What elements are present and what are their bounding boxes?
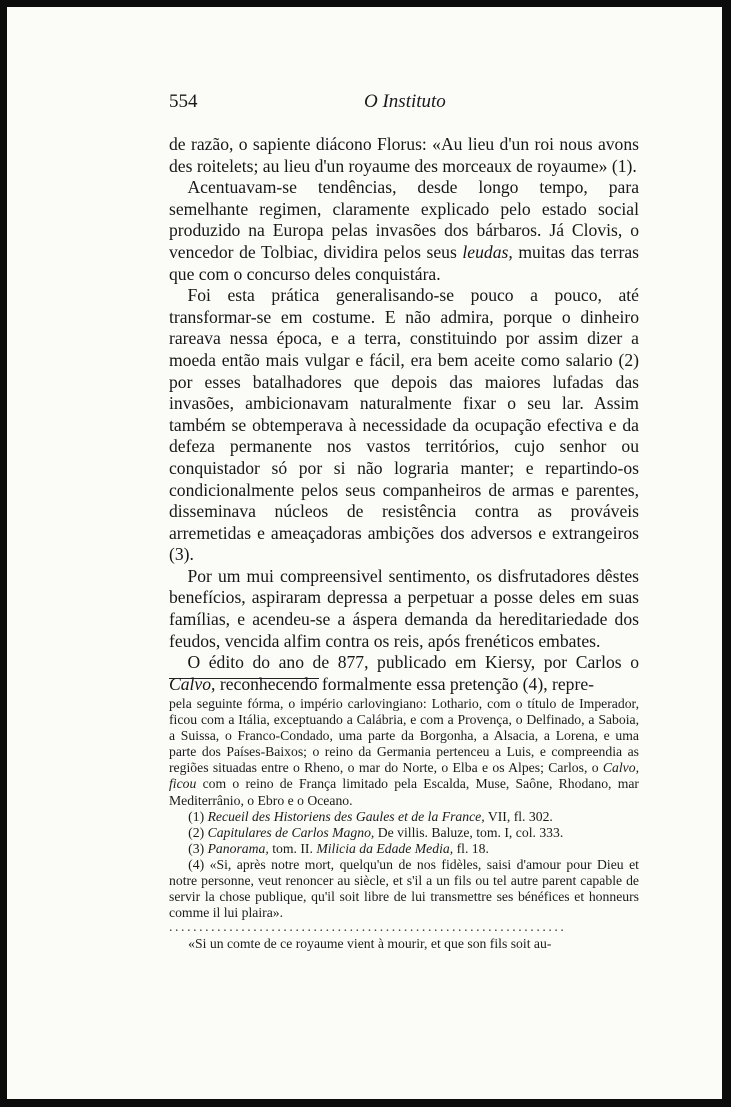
main-text xyxy=(169,134,639,695)
emphasis-leudas: leudas, xyxy=(462,241,513,262)
paragraph-1: de razão, o sapiente diácono Florus: «Au lieu d'un roi nous avons des roitelets; au lieu d'un royaume des morceaux de royaume» (1). xyxy=(169,134,639,176)
footnote-rule xyxy=(169,678,319,679)
footnote-3: (3) Panorama, tom. II. Milicia da Edade Media, fl. 18. xyxy=(188,840,489,856)
page-header xyxy=(169,91,639,117)
paragraph-3: Foi esta prática generalisando-se pouco a pouco, até transformar-se em costume. E não admira, porque o dinheiro rareava nessa época, e a terra, constituindo por assim dizer a moeda então mais vulgar e fácil, era bem aceite como salario (2) por esses batalhadores que depois das maiores lufadas das invasões, ambicionavam naturalmente fixar o seu lar. Assim também se obtemperava à necessidade da ocupação efectiva e da defeza permanente nos vastos territórios, cujo senhor ou conquistador só por si não lograria manter; e repartindo-os condicionalmente pelos seus companheiros de armas e parentes, disseminava núcleos de resistência contra as prováveis arremetidas e ameaçadoras ambições dos adversos e extrangeiros (3). xyxy=(169,285,639,565)
emphasis-calvo: Calvo, xyxy=(169,673,216,694)
footnote-4-continuation: «Si un comte de ce royaume vient à mourir, et que son fils soit au- xyxy=(188,936,552,952)
paragraph-5: O édito do ano de 877, publicado em Kiersy, por Carlos o Calvo, reconhecendo formalmente essa pretenção (4), repre- xyxy=(169,652,639,694)
paragraph-4: Por um mui compreensivel sentimento, os disfrutadores dêstes benefícios, aspiraram depressa a perpetuar a posse deles em suas famílias, e acendeu-se a áspera demanda da hereditariedade dos feudos, vencida alfim contra os reis, após frenéticos embates. xyxy=(169,565,639,651)
footnote-continuation: pela seguinte fórma, o império carlovingiano: Lothario, com o título de Imperador, ficou com a Itália, exceptuando a Calábria, e com a Provença, o Delfinado, a Saboia, a Suissa, o Franco-Condado, uma parte da Borgonha, a Alsacia, a Lorena, e uma parte dos Países-Baixos; o reino da Germania pertenceu a Luis, e compreendia as regiões situadas entre o Rheno, o mar do Norte, o Elba e os Alpes; Carlos, o Calvo, ficou com o reino de França limitado pela Escalda, Muse, Saône, Rhodano, mar Mediterrânio, o Ebro e o Oceano. xyxy=(169,696,639,808)
page-number: 554 xyxy=(169,91,198,112)
footnote-1: (1) Recueil des Historiens des Gaules et de la France, VII, fl. 302. xyxy=(188,808,553,824)
ellipsis-dots: .................................................................. xyxy=(169,921,567,934)
footnote-2: (2) Capitulares de Carlos Magno, De villis. Baluze, tom. I, col. 333. xyxy=(188,824,564,840)
paragraph-2: Acentuavam-se tendências, desde longo tempo, para semelhante regimen, claramente explicado pelo estado social produzido na Europa pelas invasões dos bárbaros. Já Clovis, o vencedor de Tolbiac, dividira pelos seus leudas, muitas das terras que com o concurso deles conquistára. xyxy=(169,177,639,284)
book-page xyxy=(7,7,722,1099)
running-title: O Instituto xyxy=(364,91,446,112)
footnotes xyxy=(169,696,639,952)
footnote-4: (4) «Si, après notre mort, quelqu'un de nos fidèles, saisi d'amour pour Dieu et notre personne, veut renoncer au siècle, et s'il a un fils ou tel autre parent capable de servir la chose publique, qu'il soit libre de lui transmettre ses bénéfices et honneurs comme il lui plaira». xyxy=(169,856,639,921)
